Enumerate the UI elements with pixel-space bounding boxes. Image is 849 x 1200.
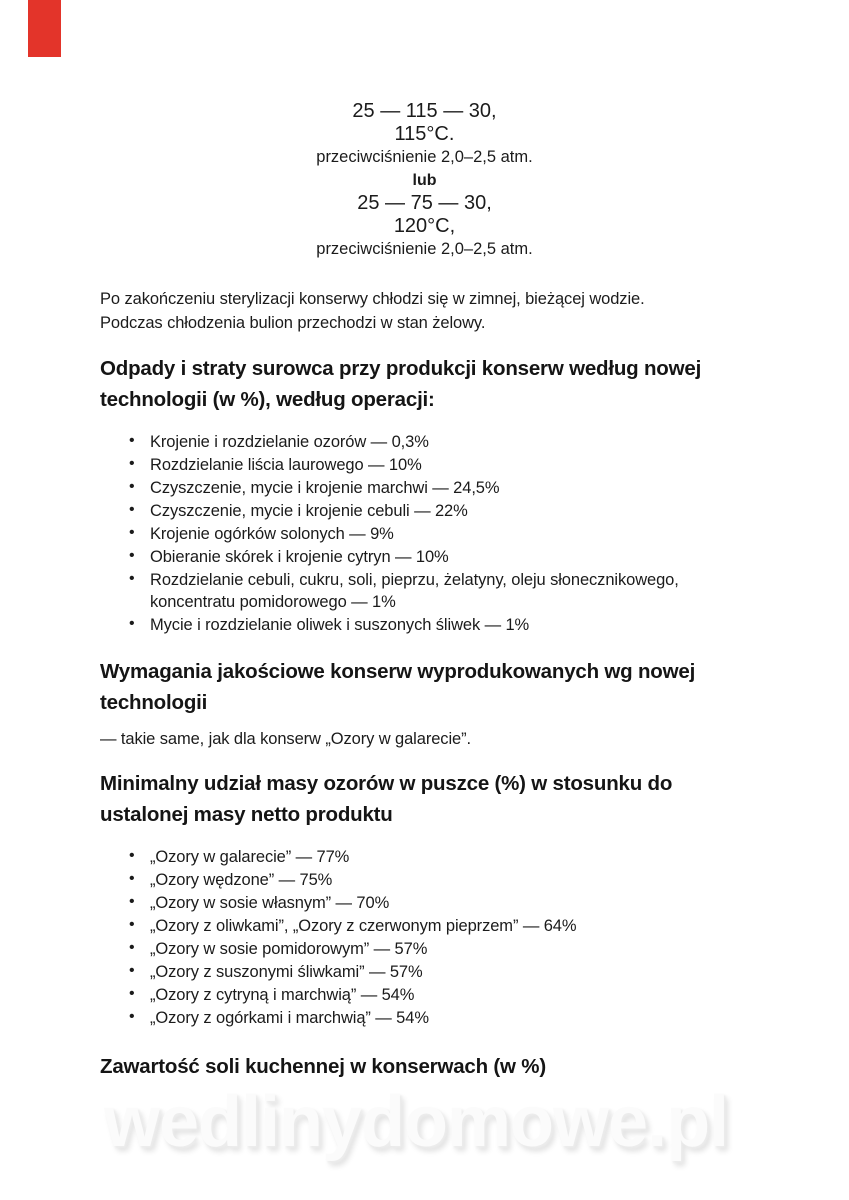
section-heading-salt: Zawartość soli kuchennej w konserwach (w %) [100, 1055, 546, 1078]
site-watermark: wedlinydomowe.pl [104, 1082, 729, 1162]
formula-a-temperature: 115°C. [394, 123, 455, 145]
formula-b-line1: 25 — 75 — 30, [357, 192, 492, 214]
list-item: • „Ozory z suszonymi śliwkami” — 57% [100, 961, 749, 983]
list-item: • „Ozory w sosie pomidorowym” — 57% [100, 938, 749, 960]
list-item: • „Ozory w sosie własnym” — 70% [100, 892, 749, 914]
list-item: • Czyszczenie, mycie i krojenie marchwi — 24,5% [100, 477, 749, 499]
list-item: • „Ozory z oliwkami”, „Ozory z czerwonym pieprzem” — 64% [100, 915, 749, 937]
list-item: • Krojenie i rozdzielanie ozorów — 0,3% [100, 431, 749, 453]
quality-note: — takie same, jak dla konserw „Ozory w galarecie”. [100, 730, 471, 748]
cooling-paragraph-line2: Podczas chłodzenia bulion przechodzi w stan żelowy. [100, 313, 486, 332]
list-item: • Krojenie ogórków solonych — 9% [100, 523, 749, 545]
list-item: • Czyszczenie, mycie i krojenie cebuli — 22% [100, 500, 749, 522]
sterilization-formula-block [100, 0, 749, 261]
section-heading-share: Minimalny udział masy ozorów w puszce (%) w stosunku do ustalonej masy netto produktu [100, 772, 673, 826]
formula-a-counterpressure: przeciwciśnienie 2,0–2,5 atm. [316, 148, 533, 166]
cooling-paragraph [100, 288, 749, 335]
section-heading-quality: Wymagania jakościowe konserw wyprodukowanych wg nowej technologii [100, 660, 696, 714]
list-item: • Rozdzielanie cebuli, cukru, soli, pieprzu, żelatyny, oleju słonecznikowego, koncentratu pomidorowego — 1% [100, 569, 749, 613]
list-item: • „Ozory z ogórkami i marchwią” — 54% [100, 1007, 749, 1029]
formula-a-line1: 25 — 115 — 30, [352, 100, 497, 122]
or-separator: lub [412, 172, 437, 189]
list-item: • „Ozory wędzone” — 75% [100, 869, 749, 891]
list-item: • Mycie i rozdzielanie oliwek i suszonych śliwek — 1% [100, 614, 749, 636]
formula-b-temperature: 120°C, [393, 215, 456, 237]
formula-b-counterpressure: przeciwciśnienie 2,0–2,5 atm. [316, 240, 533, 258]
red-corner-mark [28, 0, 61, 57]
list-item: • Rozdzielanie liścia laurowego — 10% [100, 454, 749, 476]
cooling-paragraph-line1: Po zakończeniu sterylizacji konserwy chłodzi się w zimnej, bieżącej wodzie. [100, 290, 645, 308]
section-heading-losses: Odpady i straty surowca przy produkcji konserw według nowej technologii (w %), według operacji: [100, 357, 702, 411]
list-item: • „Ozory z cytryną i marchwią” — 54% [100, 984, 749, 1006]
share-list [100, 846, 749, 1029]
list-item: • Obieranie skórek i krojenie cytryn — 10% [100, 546, 749, 568]
losses-list [100, 431, 749, 636]
list-item: • „Ozory w galarecie” — 77% [100, 846, 749, 868]
